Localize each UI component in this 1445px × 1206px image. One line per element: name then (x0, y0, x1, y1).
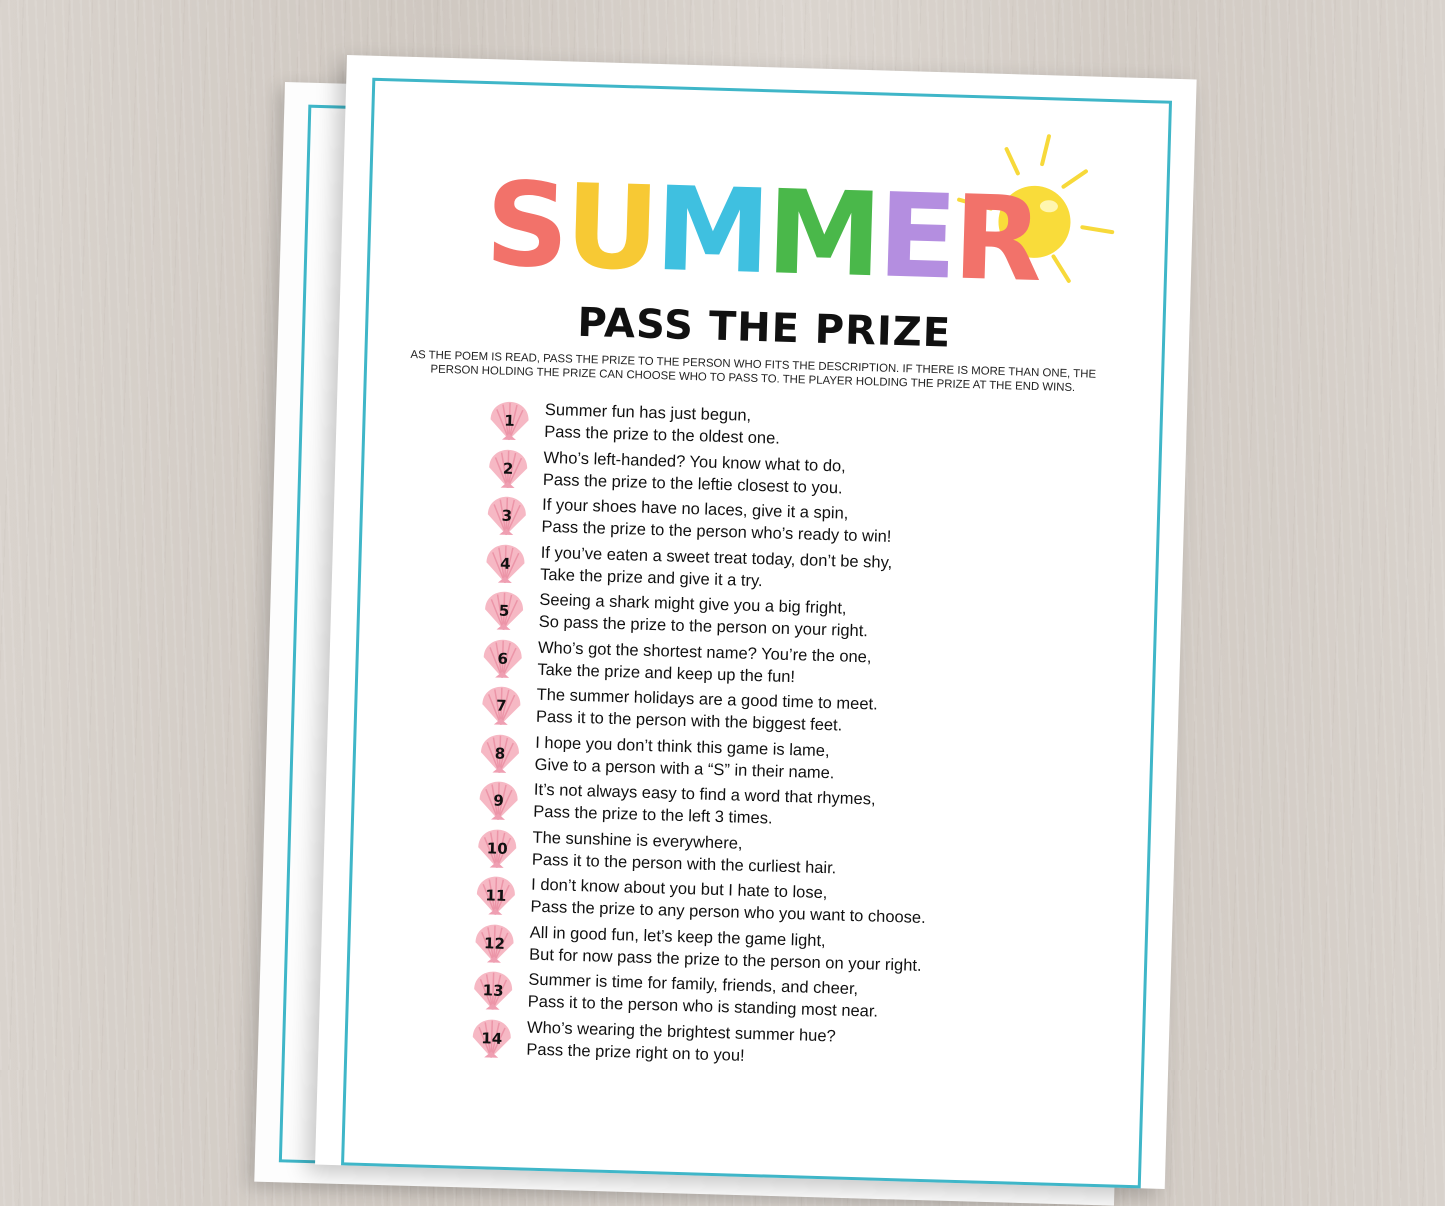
item-number: 10 (486, 838, 508, 858)
seashell-icon (478, 684, 525, 727)
verse-line-2: Pass the prize to the left 3 times. (533, 802, 773, 828)
verse-line-1: It’s not always easy to find a word that rhymes, (533, 780, 876, 809)
item-number: 1 (504, 411, 516, 430)
verse-line-1: All in good fun, let’s keep the game light, (529, 923, 826, 950)
page-subtitle: PASS THE PRIZE (576, 299, 952, 357)
page-title (480, 157, 1043, 308)
verse-line-2: Pass the prize to the leftie closest to you. (542, 470, 843, 497)
verse-line-1: Who’s left-handed? You know what to do, (543, 448, 847, 476)
seashell-icon (476, 732, 523, 775)
seashell-icon (479, 637, 526, 680)
verse-line-1: Who’s wearing the brightest summer hue? (526, 1018, 836, 1045)
verse-line-2: Pass the prize to the oldest one. (543, 422, 781, 448)
item-number: 7 (495, 696, 507, 715)
item-number: 9 (493, 791, 505, 810)
poem-list (468, 399, 1007, 1079)
seashell-icon (486, 399, 533, 442)
seashell-icon (480, 589, 527, 632)
title-letter: R (951, 170, 1041, 308)
verse-line-1: Summer fun has just begun, (544, 400, 752, 425)
verse-line-1: Seeing a shark might give you a big fright, (539, 590, 847, 618)
item-number: 6 (497, 649, 509, 668)
seashell-icon (483, 494, 530, 537)
printable-sheet (315, 55, 1197, 1189)
verse-line-2: Pass the prize to the person who’s ready to win! (541, 517, 892, 546)
title-letter: M (764, 165, 880, 304)
verse-line-2: Take the prize and give it a try. (539, 565, 763, 590)
verse-line-2: Pass it to the person who is standing most near. (527, 992, 879, 1021)
title-letter: U (563, 159, 658, 297)
verse-line-1: If your shoes have no laces, give it a spin, (541, 495, 849, 523)
item-number: 8 (494, 744, 506, 763)
seashell-icon (470, 969, 517, 1012)
seashell-icon (474, 827, 521, 870)
item-number: 11 (485, 886, 507, 905)
title-letter: E (876, 168, 956, 306)
verse-line-1: Who’s got the shortest name? You’re the one, (537, 638, 872, 666)
seashell-icon (471, 921, 518, 964)
title-letter: S (483, 157, 568, 295)
seashell-icon (475, 779, 522, 822)
item-number: 4 (499, 554, 511, 573)
verse-line-1: I don’t know about you but I hate to lose, (530, 875, 828, 903)
item-number: 14 (481, 1028, 503, 1048)
item-number: 13 (482, 981, 504, 1000)
seashell-icon (472, 874, 519, 917)
verse-line-1: Summer is time for family, friends, and cheer, (528, 970, 859, 999)
item-number: 2 (502, 459, 514, 478)
verse-line-2: Pass the prize to any person who you want to choose. (530, 897, 926, 928)
item-number: 12 (483, 933, 506, 953)
verse-line-1: I hope you don’t think this game is lame, (535, 733, 830, 760)
item-number: 3 (501, 506, 513, 525)
verse-line-2: But for now pass the prize to the person on your right. (528, 945, 922, 975)
seashell-icon (485, 447, 532, 490)
seashell-icon (468, 1016, 515, 1059)
verse-line-2: Pass the prize right on to you! (526, 1040, 745, 1065)
verse-line-1: The sunshine is everywhere, (532, 828, 743, 853)
seashell-icon (482, 542, 529, 585)
verse-line-2: So pass the prize to the person on your right. (538, 612, 869, 641)
item-number: 5 (498, 601, 510, 620)
game-instructions: AS THE POEM IS READ, PASS THE PRIZE TO THE PERSON WHO FITS THE DESCRIPTION. IF THERE IS MORE THAN ONE, THE PERSON HOLDING THE PRIZE CAN CHOOSE WHO TO PASS TO. THE PLAYER HOLDING THE PRIZE AT THE END WINS. (410, 348, 1097, 394)
verse-line-2: Pass it to the person with the curliest hair. (531, 850, 837, 877)
verse-line-2: Give to a person with a “S” in their name. (534, 755, 835, 782)
verse-line-2: Take the prize and keep up the fun! (537, 660, 796, 686)
verse-line-1: The summer holidays are a good time to meet. (536, 685, 878, 714)
verse-line-2: Pass it to the person with the biggest feet. (535, 707, 843, 735)
verse-line-1: If you’ve eaten a sweet treat today, don’t be shy, (540, 543, 893, 572)
title-letter: M (653, 161, 769, 301)
